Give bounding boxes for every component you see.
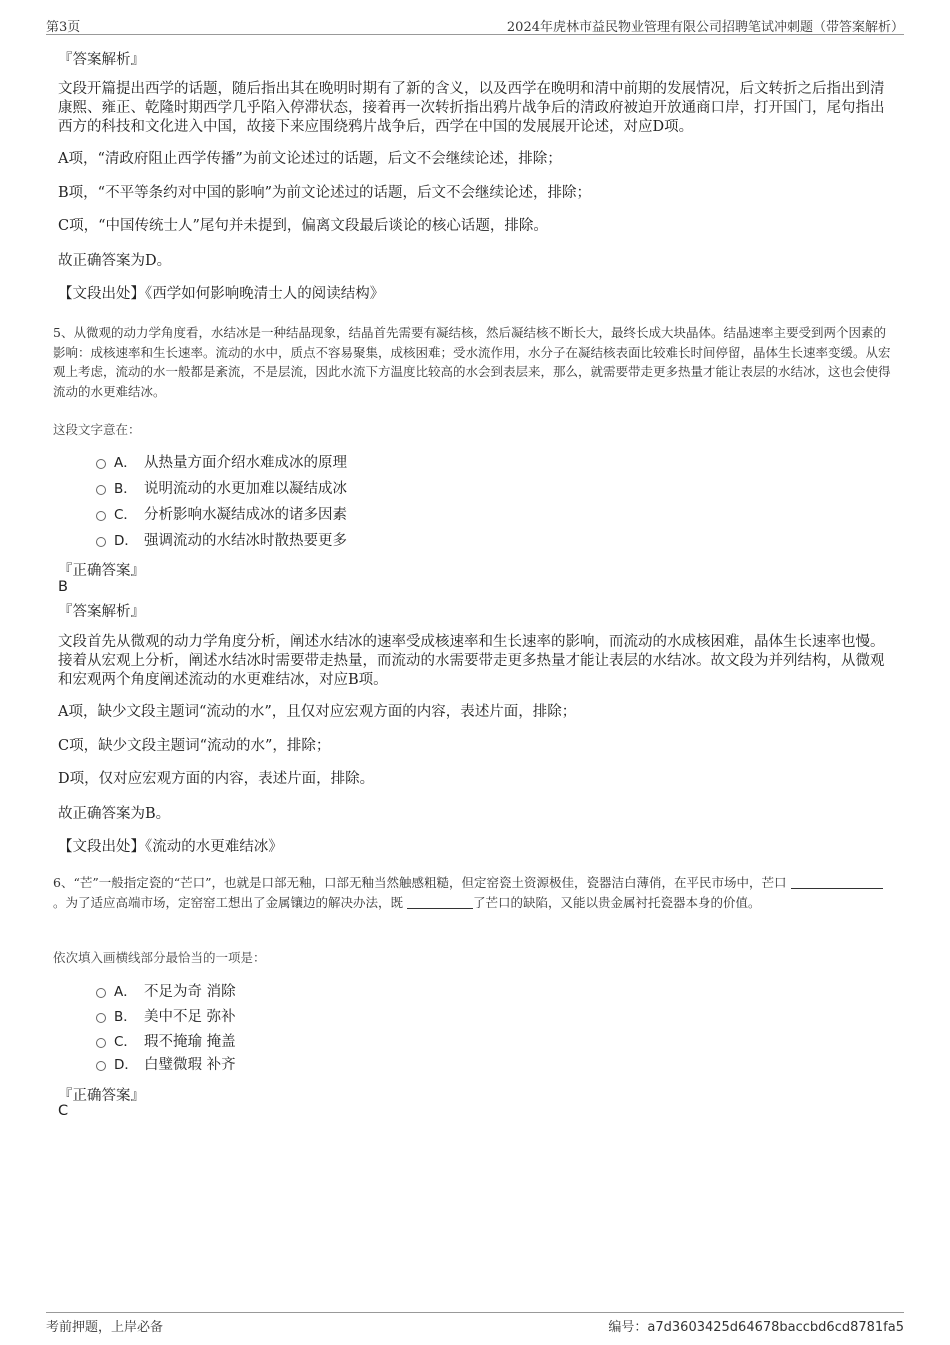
radio-icon[interactable] bbox=[96, 1061, 106, 1071]
option-c-analysis: C项，“中国传统士人”尾句并未提到，偏离文段最后谈论的核心话题，排除。 bbox=[58, 218, 548, 234]
answer-value: B bbox=[58, 579, 68, 595]
conclusion: 故正确答案为B。 bbox=[58, 806, 171, 822]
source: 【文段出处】《流动的水更难结冰》 bbox=[58, 839, 283, 855]
analysis-label: 『答案解析』 bbox=[58, 604, 145, 620]
radio-icon[interactable] bbox=[96, 1038, 106, 1048]
fill-blank-1 bbox=[791, 876, 883, 889]
q5-option-c[interactable]: C． 分析影响水凝结成冰的诸多因素 bbox=[96, 504, 347, 526]
document-code: 编号：a7d3603425d64678baccbd6cd8781fa5 bbox=[608, 1320, 904, 1335]
q6-option-d[interactable]: D． 白璧微瑕 补齐 bbox=[96, 1054, 236, 1076]
analysis-text: 文段首先从微观的动力学角度分析，阐述水结冰的速率受成核速率和生长速率的影响，而流动的水成核困难，晶体生长速率也慢。接着从宏观上分析，阐述水结冰时需要带走热量，而流动的水需要带走更多热量才能让表层的水结冰。故文段为并列结构，从微观和宏观两个角度阐述流动的水更难结冰，对应B项。 bbox=[58, 634, 885, 688]
radio-icon[interactable] bbox=[96, 485, 106, 495]
question-6-prompt: 依次填入画横线部分最恰当的一项是： bbox=[53, 950, 266, 965]
q5-option-d[interactable]: D． 强调流动的水结冰时散热要更多 bbox=[96, 530, 347, 552]
analysis-label: 『答案解析』 bbox=[58, 52, 145, 68]
source: 【文段出处】《西学如何影响晚清士人的阅读结构》 bbox=[58, 286, 385, 302]
page-footer bbox=[46, 1312, 904, 1335]
option-a-analysis: A项，缺少文段主题词“流动的水”，且仅对应宏观方面的内容，表述片面，排除； bbox=[58, 704, 577, 720]
question-6-stem: 6、“芒”一般指定瓷的“芒口”，也就是口部无釉，口部无釉当然触感粗糙，但定窑瓷土资源极佳，瓷器洁白薄俏，在平民市场中，芒口 。为了适应高端市场，定窑窑工想出了金属镶边的解决办法，既 了芒口的缺陷，又能以贵金属衬托瓷器本身的价值。 bbox=[53, 873, 895, 912]
option-d-analysis: D项，仅对应宏观方面的内容，表述片面，排除。 bbox=[58, 771, 375, 787]
question-5-prompt: 这段文字意在： bbox=[53, 422, 141, 437]
q6-option-b[interactable]: B． 美中不足 弥补 bbox=[96, 1006, 236, 1028]
radio-icon[interactable] bbox=[96, 459, 106, 469]
page-header bbox=[46, 14, 904, 35]
q6-option-c[interactable]: C． 瑕不掩瑜 掩盖 bbox=[96, 1031, 236, 1053]
radio-icon[interactable] bbox=[96, 537, 106, 547]
answer-value: C bbox=[58, 1103, 69, 1119]
page-number: 第3页 bbox=[46, 20, 81, 35]
answer-label: 『正确答案』 bbox=[58, 563, 145, 579]
answer-label: 『正确答案』 bbox=[58, 1088, 145, 1104]
q5-option-b[interactable]: B． 说明流动的水更加难以凝结成冰 bbox=[96, 478, 347, 500]
q5-option-a[interactable]: A． 从热量方面介绍水难成冰的原理 bbox=[96, 452, 347, 474]
q6-option-a[interactable]: A． 不足为奇 消除 bbox=[96, 981, 236, 1003]
document-title: 2024年虎林市益民物业管理有限公司招聘笔试冲刺题（带答案解析） bbox=[506, 20, 904, 35]
radio-icon[interactable] bbox=[96, 988, 106, 998]
radio-icon[interactable] bbox=[96, 1013, 106, 1023]
fill-blank-2 bbox=[407, 896, 473, 909]
option-a-analysis: A项，“清政府阻止西学传播”为前文论述过的话题，后文不会继续论述，排除； bbox=[58, 151, 562, 167]
radio-icon[interactable] bbox=[96, 511, 106, 521]
analysis-text: 文段开篇提出西学的话题，随后指出其在晚明时期有了新的含义，以及西学在晚明和清中前期的发展情况，后文转折之后指出到清康熙、雍正、乾隆时期西学几乎陷入停滞状态，接着再一次转折指出鸦片战争后的清政府被迫开放通商口岸，打开国门，尾句指出西方的科技和文化进入中国，故接下来应围绕鸦片战争后，西学在中国的发展展开论述，对应D项。 bbox=[58, 81, 885, 135]
option-b-analysis: B项，“不平等条约对中国的影响”为前文论述过的话题，后文不会继续论述，排除； bbox=[58, 185, 591, 201]
conclusion: 故正确答案为D。 bbox=[58, 253, 172, 269]
footer-slogan: 考前押题，上岸必备 bbox=[46, 1320, 164, 1335]
option-c-analysis: C项，缺少文段主题词“流动的水”，排除； bbox=[58, 738, 331, 754]
question-5-stem: 5、从微观的动力学角度看，水结冰是一种结晶现象，结晶首先需要有凝结核，然后凝结核不断长大，最终长成大块晶体。结晶速率主要受到两个因素的影响：成核速率和生长速率。流动的水中，质点不容易聚集，成核困难；受水流作用，水分子在凝结核表面比较难长时间停留，晶体生长速率变缓。从宏观上考虑，流动的水一般都是紊流，不是层流，因此水流下方温度比较高的水会到表层来，那么，就需要带走更多热量才能让表层的水结冰，这也会使得流动的水更难结冰。 bbox=[53, 325, 891, 399]
